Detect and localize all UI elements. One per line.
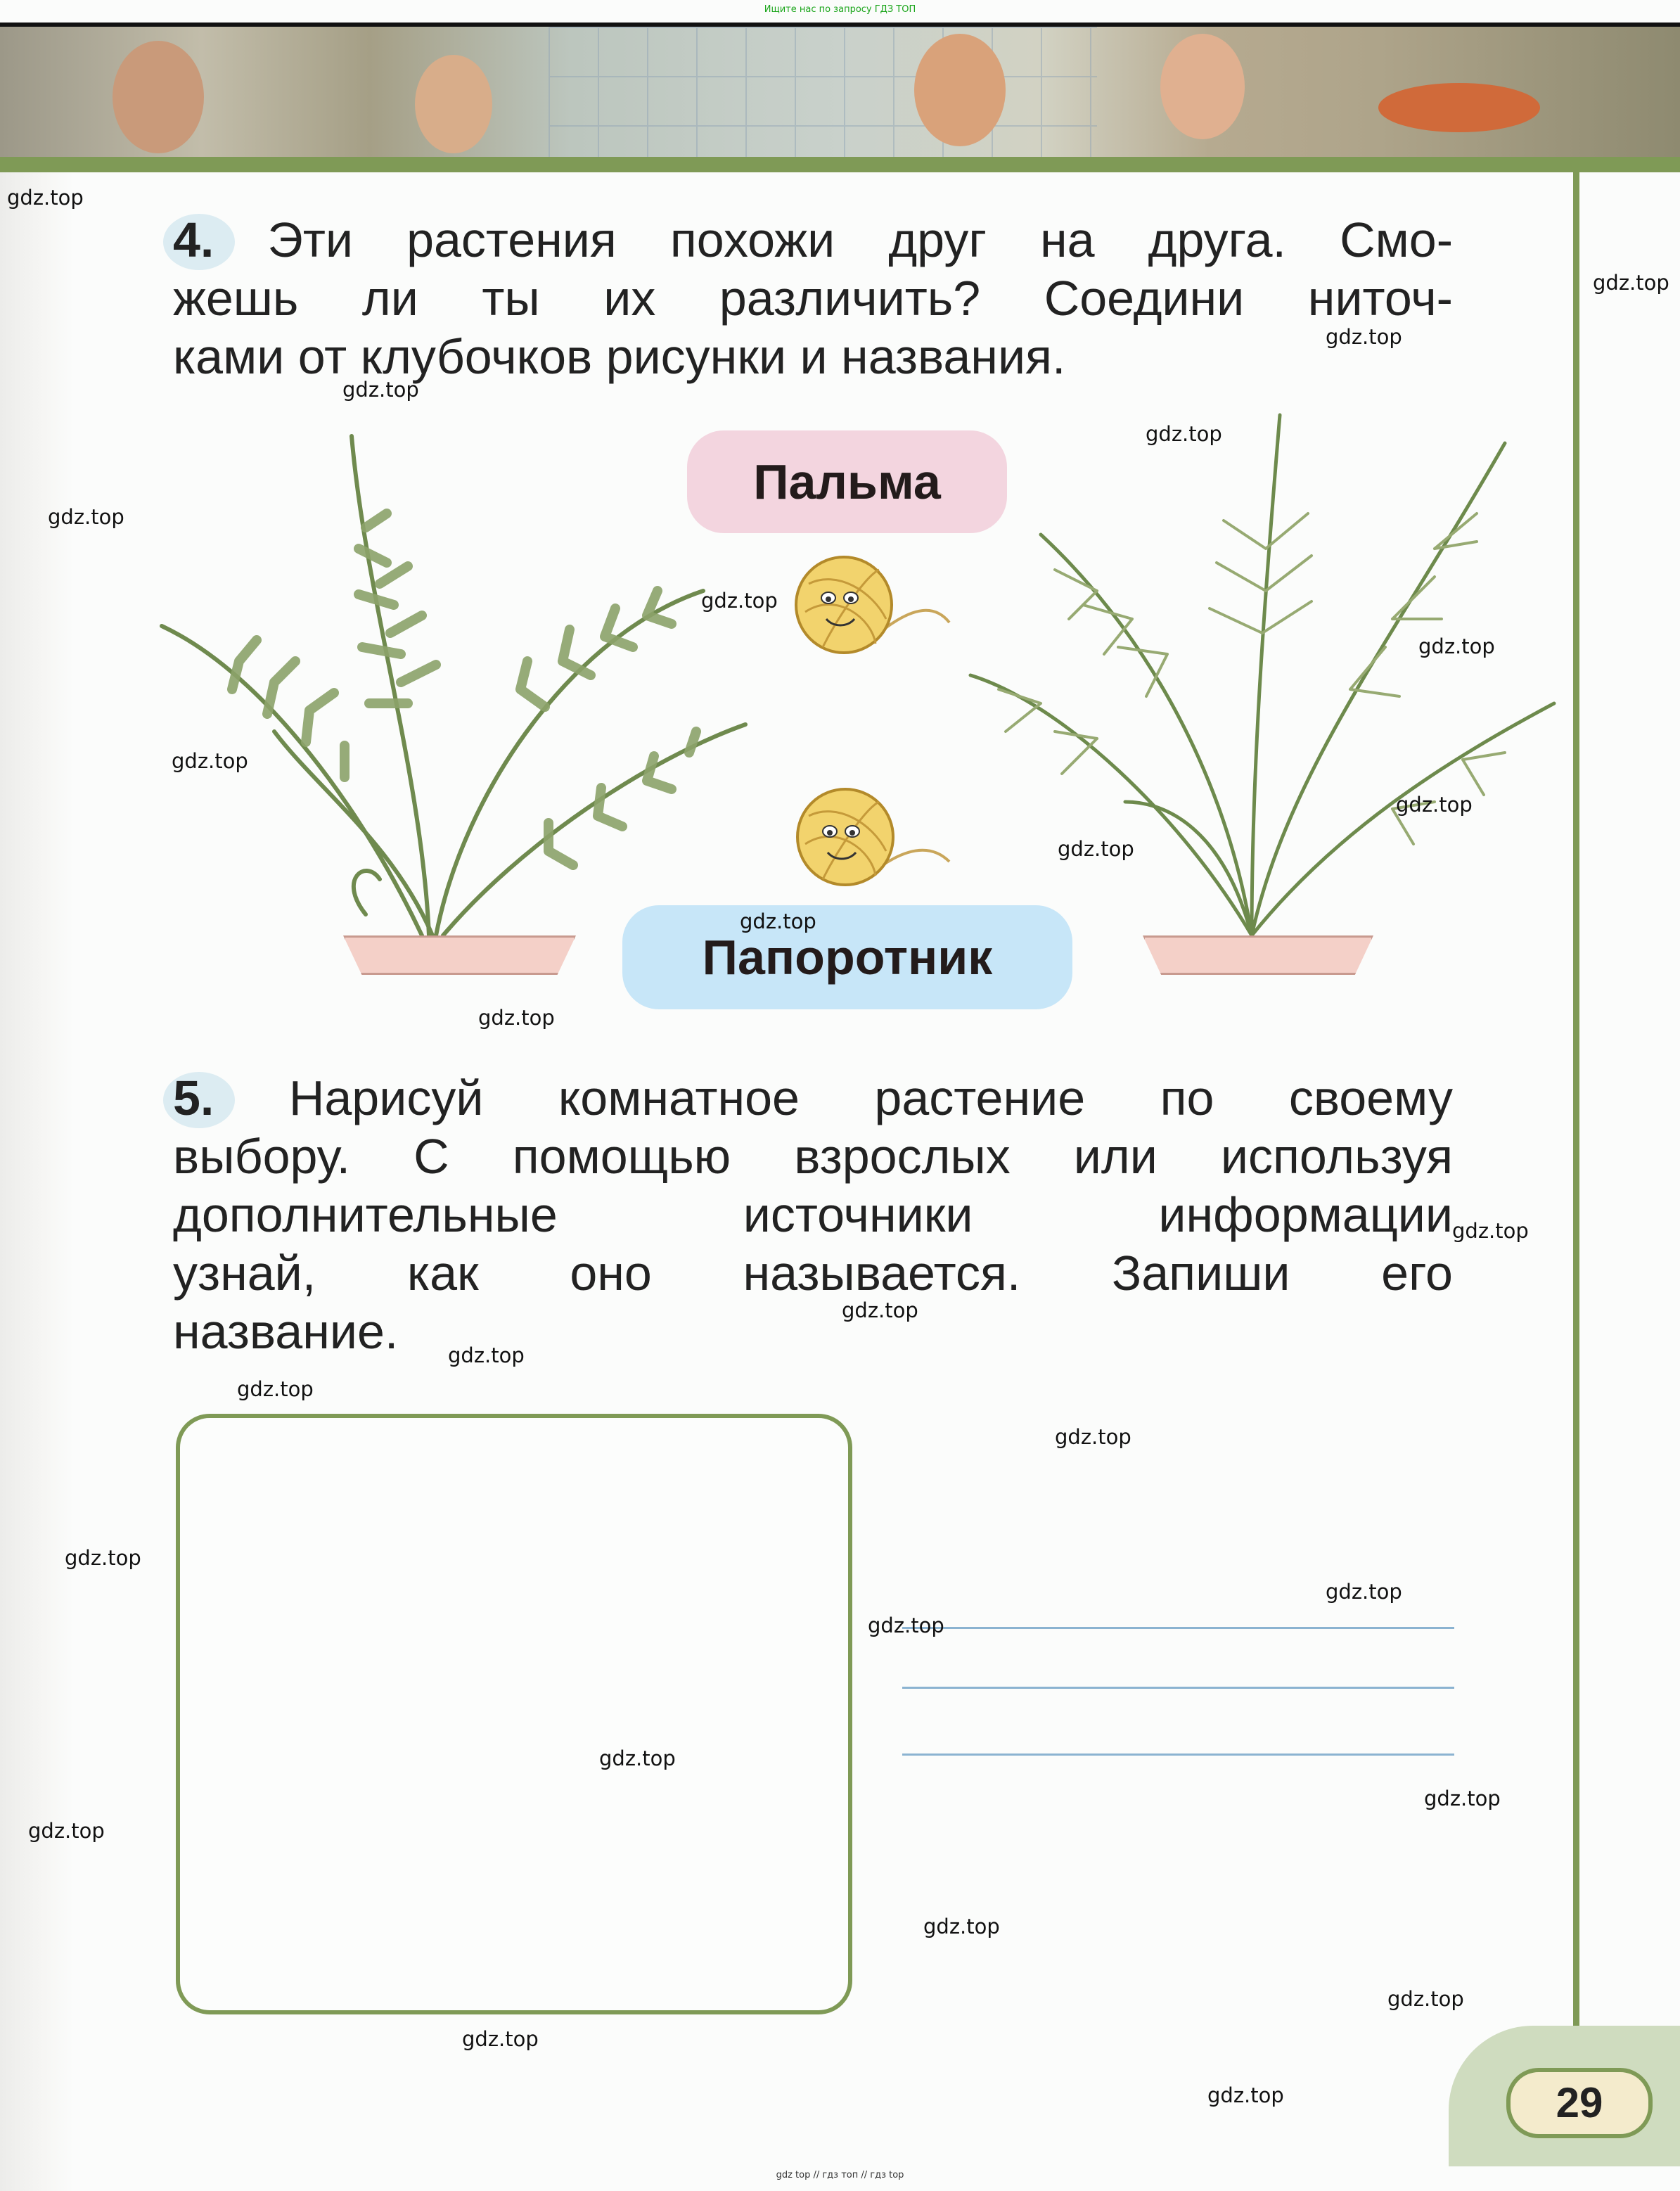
banner-child-figure <box>113 41 204 153</box>
yarn-ball-bottom-icon[interactable] <box>795 788 956 893</box>
watermark: gdz.top <box>462 2027 539 2051</box>
banner-child-figure <box>1160 34 1245 139</box>
answer-line[interactable] <box>902 1687 1454 1689</box>
watermark: gdz.top <box>1418 634 1495 658</box>
watermark: gdz.top <box>1146 422 1222 446</box>
watermark: gdz.top <box>448 1343 525 1367</box>
task-5-line-4: узнай, как оно называется. Запиши его <box>173 1246 1453 1301</box>
watermark: gdz.top <box>1326 325 1402 349</box>
watermark: gdz.top <box>868 1614 944 1637</box>
task-5-line-5: название. <box>173 1304 399 1359</box>
watermark: gdz.top <box>842 1298 918 1322</box>
task-5-line-1: Нарисуй комнатное растение по своему <box>288 1071 1453 1125</box>
banner-child-figure <box>415 55 492 153</box>
banner-grid-pattern <box>549 27 1097 157</box>
task-4-line-3: ками от клубочков рисунки и названия. <box>173 329 1066 384</box>
drawing-box[interactable] <box>176 1414 852 2014</box>
answer-line[interactable] <box>902 1754 1454 1756</box>
banner-fish-figure <box>1378 83 1540 132</box>
watermark: gdz.top <box>478 1006 555 1030</box>
task-5-line-3: дополнительные источники информации <box>173 1187 1453 1242</box>
palm-illustration <box>956 408 1561 943</box>
page-number: 29 <box>1506 2068 1653 2138</box>
watermark: gdz.top <box>1055 1425 1131 1449</box>
watermark: gdz.top <box>1593 271 1669 295</box>
watermark: gdz.top <box>1387 1987 1464 2011</box>
watermark: gdz.top <box>237 1377 314 1401</box>
task-4-number: 4. <box>173 212 214 267</box>
answer-line[interactable] <box>902 1627 1454 1629</box>
watermark: gdz.top <box>923 1915 1000 1938</box>
watermark: gdz.top <box>740 909 816 933</box>
frame-right-border <box>1573 157 1579 2056</box>
task-4-text <box>173 211 1453 386</box>
palm-label[interactable]: Пальма <box>687 430 1007 533</box>
task-4-line-2: жешь ли ты их различить? Соедини ниточ- <box>173 271 1453 326</box>
task-5-number: 5. <box>173 1071 214 1125</box>
watermark: gdz.top <box>599 1746 676 1770</box>
palm-pot <box>1143 935 1373 975</box>
task-5-text <box>173 1069 1453 1361</box>
header-banner-image <box>0 27 1680 157</box>
watermark: gdz.top <box>1326 1580 1402 1604</box>
frame-top-band <box>0 157 1680 172</box>
watermark: gdz.top <box>65 1546 141 1570</box>
watermark: gdz.top <box>172 749 248 773</box>
watermark: gdz.top <box>28 1819 105 1843</box>
watermark: gdz.top <box>1452 1219 1529 1243</box>
fern-label[interactable]: Папоротник <box>622 905 1072 1009</box>
banner-child-figure <box>914 34 1006 146</box>
footer-note: gdz top // гдз топ // гдз top <box>776 2170 904 2180</box>
watermark: gdz.top <box>1424 1787 1501 1810</box>
watermark: gdz.top <box>1058 837 1134 861</box>
task-4-line-1: Эти растения похожи друг на друга. Смо- <box>267 212 1454 267</box>
yarn-ball-top-icon[interactable] <box>795 556 956 661</box>
fern-pot <box>343 935 576 975</box>
book-spine-shadow <box>0 172 74 2191</box>
watermark: gdz.top <box>7 186 84 210</box>
watermark: gdz.top <box>1207 2083 1284 2107</box>
watermark: gdz.top <box>701 589 778 613</box>
watermark: gdz.top <box>48 505 124 529</box>
fern-illustration <box>155 422 759 943</box>
task-5-line-2: выбору. С помощью взрослых или используя <box>173 1129 1453 1184</box>
header-note: Ищите нас по запросу ГДЗ ТОП <box>764 4 916 15</box>
watermark: gdz.top <box>342 378 419 402</box>
watermark: gdz.top <box>1396 793 1473 817</box>
